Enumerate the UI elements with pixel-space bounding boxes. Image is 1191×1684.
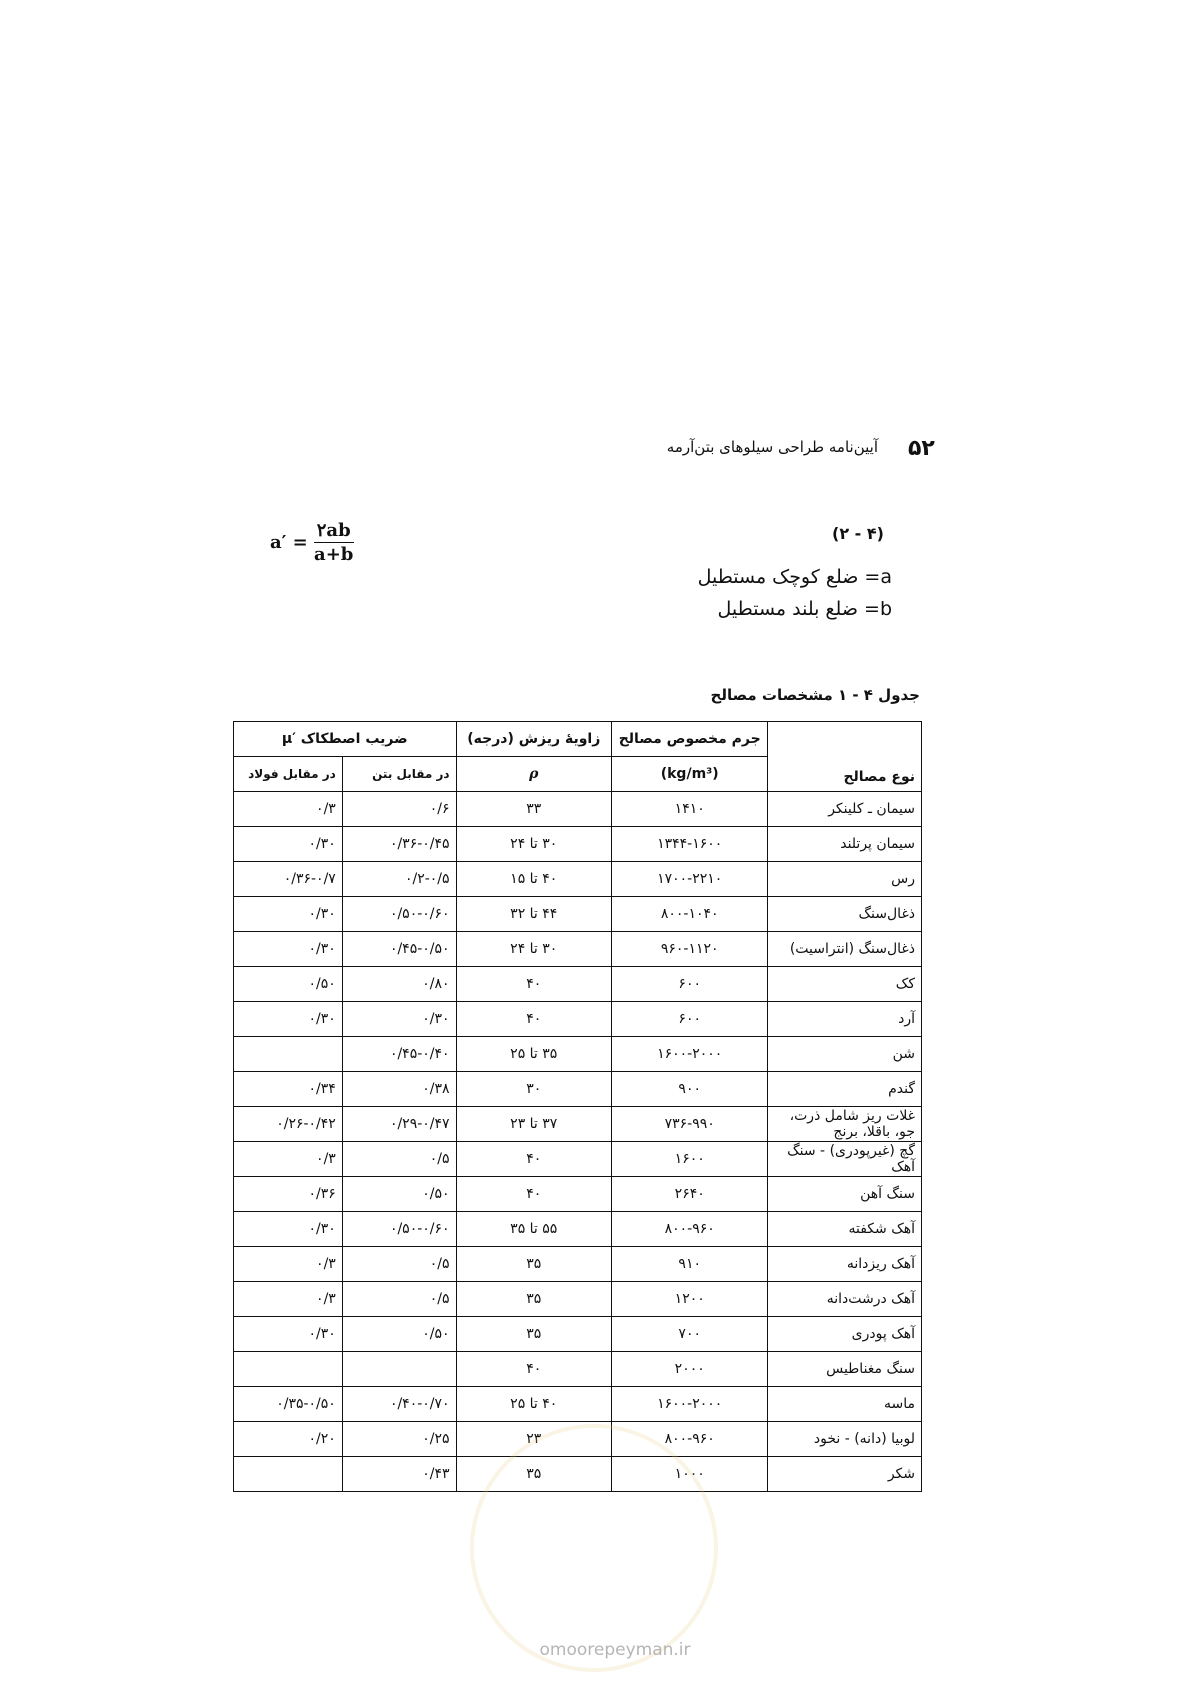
friction-steel-cell: ۰/۳	[234, 1142, 343, 1177]
table-caption: جدول ۴ - ۱ مشخصات مصالح	[710, 686, 920, 704]
material-name-cell: لوبیا (دانه) - نخود	[768, 1422, 922, 1457]
header-vs-concrete: در مقابل بتن	[342, 757, 456, 792]
angle-cell: ۳۵	[456, 1317, 611, 1352]
angle-cell: ۳۰ تا ۲۴	[456, 827, 611, 862]
angle-cell: ۳۰	[456, 1072, 611, 1107]
friction-concrete-cell: ۰/۴۳	[342, 1457, 456, 1492]
material-name-cell: سیمان ـ کلینکر	[768, 792, 922, 827]
angle-cell: ۴۰	[456, 1002, 611, 1037]
friction-steel-cell: ۰/۳۶	[234, 1177, 343, 1212]
material-name-cell: گچ (غیرپودری) - سنگ آهک	[768, 1142, 922, 1177]
table-row	[234, 1072, 922, 1107]
material-name-cell: آهک شکفته	[768, 1212, 922, 1247]
friction-steel-cell: ۰/۵۰	[234, 967, 343, 1002]
material-name-cell: کک	[768, 967, 922, 1002]
material-name-cell: رس	[768, 862, 922, 897]
density-cell: ۲۶۴۰	[611, 1177, 768, 1212]
friction-steel-cell: ۰/۳۵-۰/۵۰	[234, 1387, 343, 1422]
definition-symbol: b	[879, 598, 892, 620]
material-name-cell: سنگ آهن	[768, 1177, 922, 1212]
material-name-cell: ماسه	[768, 1387, 922, 1422]
friction-concrete-cell: ۰/۴۰-۰/۷۰	[342, 1387, 456, 1422]
angle-cell: ۴۴ تا ۳۲	[456, 897, 611, 932]
table-row	[234, 1037, 922, 1072]
friction-steel-cell	[234, 1457, 343, 1492]
friction-steel-cell: ۰/۳۰	[234, 897, 343, 932]
angle-cell: ۳۰ تا ۲۴	[456, 932, 611, 967]
table-row	[234, 1352, 922, 1387]
table-row	[234, 1282, 922, 1317]
angle-cell: ۴۰	[456, 1352, 611, 1387]
table-row	[234, 1002, 922, 1037]
material-name-cell: سنگ مغناطیس	[768, 1352, 922, 1387]
friction-concrete-cell: ۰/۵	[342, 1282, 456, 1317]
density-cell: ۷۰۰	[611, 1317, 768, 1352]
formula	[270, 520, 354, 565]
friction-concrete-cell: ۰/۴۵-۰/۵۰	[342, 932, 456, 967]
header-angle: زاویهٔ ریزش (درجه)	[456, 722, 611, 757]
friction-concrete-cell	[342, 1352, 456, 1387]
formula-lhs: a′ =	[270, 532, 308, 553]
angle-cell: ۴۰	[456, 1142, 611, 1177]
friction-steel-cell: ۰/۲۰	[234, 1422, 343, 1457]
friction-concrete-cell: ۰/۵۰	[342, 1317, 456, 1352]
table-row	[234, 1387, 922, 1422]
header-friction: ضریب اصطکاک ′μ	[234, 722, 457, 757]
angle-cell: ۴۰ تا ۱۵	[456, 862, 611, 897]
friction-concrete-cell: ۰/۵۰-۰/۶۰	[342, 897, 456, 932]
header-angle-symbol: ρ	[456, 757, 611, 792]
definition-text: = ضلع کوچک مستطیل	[697, 566, 881, 588]
friction-steel-cell: ۰/۳۶-۰/۷	[234, 862, 343, 897]
density-cell: ۹۰۰	[611, 1072, 768, 1107]
angle-cell: ۳۵	[456, 1457, 611, 1492]
angle-cell: ۴۰ تا ۲۵	[456, 1387, 611, 1422]
friction-concrete-cell: ۰/۵	[342, 1247, 456, 1282]
table-row	[234, 1142, 922, 1177]
friction-concrete-cell: ۰/۴۵-۰/۴۰	[342, 1037, 456, 1072]
material-name-cell: آهک پودری	[768, 1317, 922, 1352]
header-vs-steel: در مقابل فولاد	[234, 757, 343, 792]
table-row	[234, 792, 922, 827]
density-cell: ۱۶۰۰-۲۰۰۰	[611, 1387, 768, 1422]
angle-cell: ۲۳	[456, 1422, 611, 1457]
header-material: نوع مصالح	[768, 722, 922, 792]
friction-concrete-cell: ۰/۵	[342, 1142, 456, 1177]
definition-symbol: a	[880, 566, 892, 588]
angle-cell: ۳۵	[456, 1282, 611, 1317]
table-row	[234, 1177, 922, 1212]
density-cell: ۱۷۰۰-۲۲۱۰	[611, 862, 768, 897]
watermark-seal	[470, 1424, 718, 1672]
definition-b	[640, 598, 892, 620]
table-row	[234, 827, 922, 862]
friction-steel-cell: ۰/۳	[234, 792, 343, 827]
density-cell: ۱۶۰۰	[611, 1142, 768, 1177]
material-name-cell: آهک ریزدانه	[768, 1247, 922, 1282]
density-cell: ۶۰۰	[611, 1002, 768, 1037]
friction-steel-cell: ۰/۲۶-۰/۴۲	[234, 1107, 343, 1142]
friction-concrete-cell: ۰/۲۹-۰/۴۷	[342, 1107, 456, 1142]
running-title: آیین‌نامه طراحی سیلوهای بتن‌آرمه	[666, 438, 878, 456]
friction-steel-cell	[234, 1352, 343, 1387]
table-row	[234, 1317, 922, 1352]
table-row	[234, 862, 922, 897]
material-name-cell: ذغال‌سنگ	[768, 897, 922, 932]
equation-number: (۲ - ۴)	[832, 524, 884, 543]
friction-concrete-cell: ۰/۳۶-۰/۴۵	[342, 827, 456, 862]
friction-steel-cell: ۰/۳۰	[234, 827, 343, 862]
material-name-cell: ذغال‌سنگ (انتراسیت)	[768, 932, 922, 967]
friction-steel-cell: ۰/۳۰	[234, 932, 343, 967]
angle-cell: ۳۷ تا ۲۳	[456, 1107, 611, 1142]
header-density: جرم مخصوص مصالح	[611, 722, 768, 757]
friction-concrete-cell: ۰/۵۰-۰/۶۰	[342, 1212, 456, 1247]
friction-steel-cell	[234, 1037, 343, 1072]
material-name-cell: آرد	[768, 1002, 922, 1037]
definitions	[640, 566, 892, 630]
angle-cell: ۳۵	[456, 1247, 611, 1282]
friction-steel-cell: ۰/۳۰	[234, 1317, 343, 1352]
table-row	[234, 897, 922, 932]
density-cell: ۱۶۰۰-۲۰۰۰	[611, 1037, 768, 1072]
table-row	[234, 1107, 922, 1142]
friction-concrete-cell: ۰/۲۵	[342, 1422, 456, 1457]
definition-a	[640, 566, 892, 588]
density-cell: ۱۳۴۴-۱۶۰۰	[611, 827, 768, 862]
friction-steel-cell: ۰/۳۴	[234, 1072, 343, 1107]
material-name-cell: شن	[768, 1037, 922, 1072]
angle-cell: ۴۰	[456, 967, 611, 1002]
friction-concrete-cell: ۰/۸۰	[342, 967, 456, 1002]
angle-cell: ۵۵ تا ۳۵	[456, 1212, 611, 1247]
formula-denominator: a+b	[314, 544, 354, 565]
table-row	[234, 932, 922, 967]
density-cell: ۷۳۶-۹۹۰	[611, 1107, 768, 1142]
formula-fraction	[314, 520, 354, 565]
friction-steel-cell: ۰/۳۰	[234, 1002, 343, 1037]
density-cell: ۹۶۰-۱۱۲۰	[611, 932, 768, 967]
density-cell: ۲۰۰۰	[611, 1352, 768, 1387]
friction-steel-cell: ۰/۳	[234, 1282, 343, 1317]
friction-steel-cell: ۰/۳	[234, 1247, 343, 1282]
angle-cell: ۴۰	[456, 1177, 611, 1212]
material-name-cell: گندم	[768, 1072, 922, 1107]
density-cell: ۶۰۰	[611, 967, 768, 1002]
friction-concrete-cell: ۰/۵۰	[342, 1177, 456, 1212]
density-cell: ۸۰۰-۱۰۴۰	[611, 897, 768, 932]
header-density-unit: (kg/m³)	[611, 757, 768, 792]
density-cell: ۸۰۰-۹۶۰	[611, 1422, 768, 1457]
density-cell: ۸۰۰-۹۶۰	[611, 1212, 768, 1247]
table-row	[234, 1212, 922, 1247]
definition-text: = ضلع بلند مستطیل	[717, 598, 880, 620]
density-cell: ۱۰۰۰	[611, 1457, 768, 1492]
angle-cell: ۳۳	[456, 792, 611, 827]
friction-steel-cell: ۰/۳۰	[234, 1212, 343, 1247]
page-number: ۵۲	[908, 436, 935, 461]
density-cell: ۱۲۰۰	[611, 1282, 768, 1317]
materials-table	[233, 721, 922, 1492]
friction-concrete-cell: ۰/۳۸	[342, 1072, 456, 1107]
material-name-cell: غلات ریز شامل ذرت، جو، باقلا، برنج	[768, 1107, 922, 1142]
site-url: omoorepeyman.ir	[539, 1640, 691, 1660]
friction-concrete-cell: ۰/۶	[342, 792, 456, 827]
table-row	[234, 1247, 922, 1282]
material-name-cell: شکر	[768, 1457, 922, 1492]
material-name-cell: سیمان پرتلند	[768, 827, 922, 862]
angle-cell: ۳۵ تا ۲۵	[456, 1037, 611, 1072]
friction-concrete-cell: ۰/۲-۰/۵	[342, 862, 456, 897]
material-name-cell: آهک درشت‌دانه	[768, 1282, 922, 1317]
formula-numerator: ۲ab	[314, 520, 354, 543]
density-cell: ۱۴۱۰	[611, 792, 768, 827]
table-row	[234, 967, 922, 1002]
friction-concrete-cell: ۰/۳۰	[342, 1002, 456, 1037]
density-cell: ۹۱۰	[611, 1247, 768, 1282]
